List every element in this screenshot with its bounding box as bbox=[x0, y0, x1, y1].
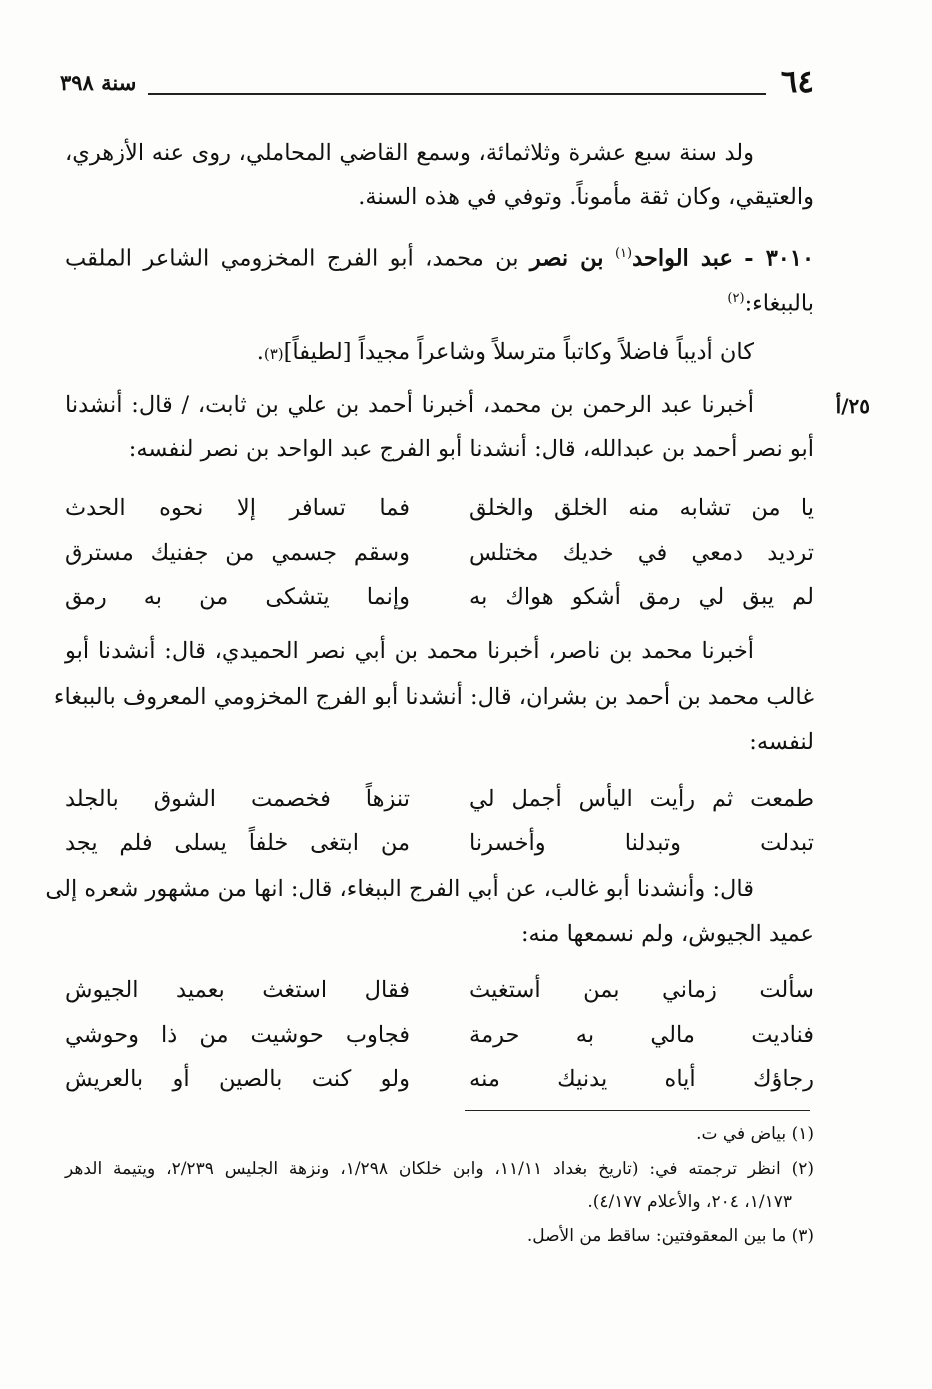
entry-heading bbox=[65, 237, 814, 276]
text-line: قال: وأنشدنا أبو غالب، عن أبي الفرج الببغاء، قال: انها من مشهور شعره إلى bbox=[45, 876, 754, 902]
running-header-year: سنة ٣٩٨ bbox=[60, 70, 137, 95]
text-line: أبو نصر أحمد بن عبدالله، قال: أنشدنا أبو الفرج عبد الواحد بن نصر لنفسه: bbox=[128, 436, 814, 462]
footnote-ref: (١) bbox=[614, 246, 633, 261]
text-line: ولد سنة سبع عشرة وثلاثمائة، وسمع القاضي المحاملي، روى عنه الأزهري، bbox=[65, 140, 754, 166]
bio-line: كان أديباً فاضلاً وكاتباً مترسلاً وشاعراً مجيداً [لطيفاً](٣). bbox=[256, 339, 754, 365]
verse-ajuz: فما تسافر إلا نحوه الحدث bbox=[65, 495, 410, 521]
text-line: أخبرنا محمد بن ناصر، أخبرنا محمد بن أبي نصر الحميدي، قال: أنشدنا أبو bbox=[65, 638, 754, 664]
text-line: والعتيقي، وكان ثقة مأموناً. وتوفي في هذه السنة. bbox=[358, 184, 814, 210]
verse-ajuz: ولو كنت بالصين أو بالعريش bbox=[65, 1066, 410, 1092]
verse-ajuz: من ابتغى خلفاً يسلى فلم يجد bbox=[65, 830, 410, 856]
verse-sadr: يا من تشابه منه الخلق والخلق bbox=[469, 495, 814, 521]
text-line: غالب محمد بن أحمد بن بشران، قال: أنشدنا أبو الفرج المخزومي المعروف بالببغاء bbox=[53, 684, 814, 710]
entry-description: بن محمد، أبو الفرج المخزومي الشاعر الملقب bbox=[65, 245, 519, 272]
footnote-ref: (٣) bbox=[263, 345, 284, 363]
entry-heading-line2 bbox=[65, 282, 814, 321]
entry-name-continued: بن نصر bbox=[529, 245, 604, 272]
verse-ajuz: تنزهاً فخصمت الشوق بالجلد bbox=[65, 786, 410, 812]
text-line: عميد الجيوش، ولم نسمعها منه: bbox=[520, 921, 814, 947]
entry-laqab: بالببغاء: bbox=[744, 290, 814, 317]
page-number: ٦٤ bbox=[780, 64, 814, 100]
verse-ajuz: وإنما يتشكى من به رمق bbox=[65, 584, 410, 610]
footnote: (٣) ما بين المعقوفتين: ساقط من الأصل. bbox=[526, 1226, 814, 1246]
verse-sadr: لم يبق لي رمق أشكو هواك به bbox=[469, 584, 814, 610]
verse-sadr: رجاؤك أياه يدنيك منه bbox=[469, 1066, 814, 1092]
verse-ajuz: وسقم جسمي من جفنيك مسترق bbox=[65, 540, 410, 566]
footnote-continued: ١/١٧٣، ٢٠٤، والأعلام ٤/١٧٧). bbox=[587, 1192, 792, 1212]
verse-sadr: تبدلت وتبدلنا وأخسرنا bbox=[469, 830, 814, 856]
verse-sadr: فناديت مالي به حرمة bbox=[469, 1022, 814, 1048]
footnote-rule bbox=[465, 1110, 810, 1111]
verse-ajuz: فجاوب حوشيت من ذا وحوشي bbox=[65, 1022, 410, 1048]
verse-sadr: ترديد دمعي في خديك مختلس bbox=[469, 540, 814, 566]
entry-number: ٣٠١٠ - bbox=[744, 245, 815, 272]
entry-name: عبد الواحد bbox=[632, 245, 733, 272]
text-line: أخبرنا عبد الرحمن بن محمد، أخبرنا أحمد بن علي بن ثابت، / قال: أنشدنا bbox=[65, 392, 754, 418]
verse-sadr: سألت زماني بمن أستغيث bbox=[469, 977, 814, 1003]
footnote-ref: (٢) bbox=[727, 291, 745, 306]
manuscript-folio-ref: ٢٥/أ bbox=[835, 394, 870, 418]
verse-ajuz: فقال استغث بعميد الجيوش bbox=[65, 977, 410, 1003]
verse-sadr: طمعت ثم رأيت اليأس أجمل لي bbox=[469, 786, 814, 812]
footnote: (٢) انظر ترجمته في: (تاريخ بغداد ١١/١١، وابن خلكان ١/٢٩٨، ونزهة الجليس ٢/٢٣٩، ويتيمة الدهر bbox=[65, 1159, 814, 1179]
header-rule bbox=[148, 93, 766, 95]
bio-text: كان أديباً فاضلاً وكاتباً مترسلاً وشاعراً مجيداً [لطيفاً] bbox=[283, 339, 754, 365]
text-line: لنفسه: bbox=[749, 729, 814, 755]
footnote: (١) بياض في ت. bbox=[696, 1124, 814, 1144]
